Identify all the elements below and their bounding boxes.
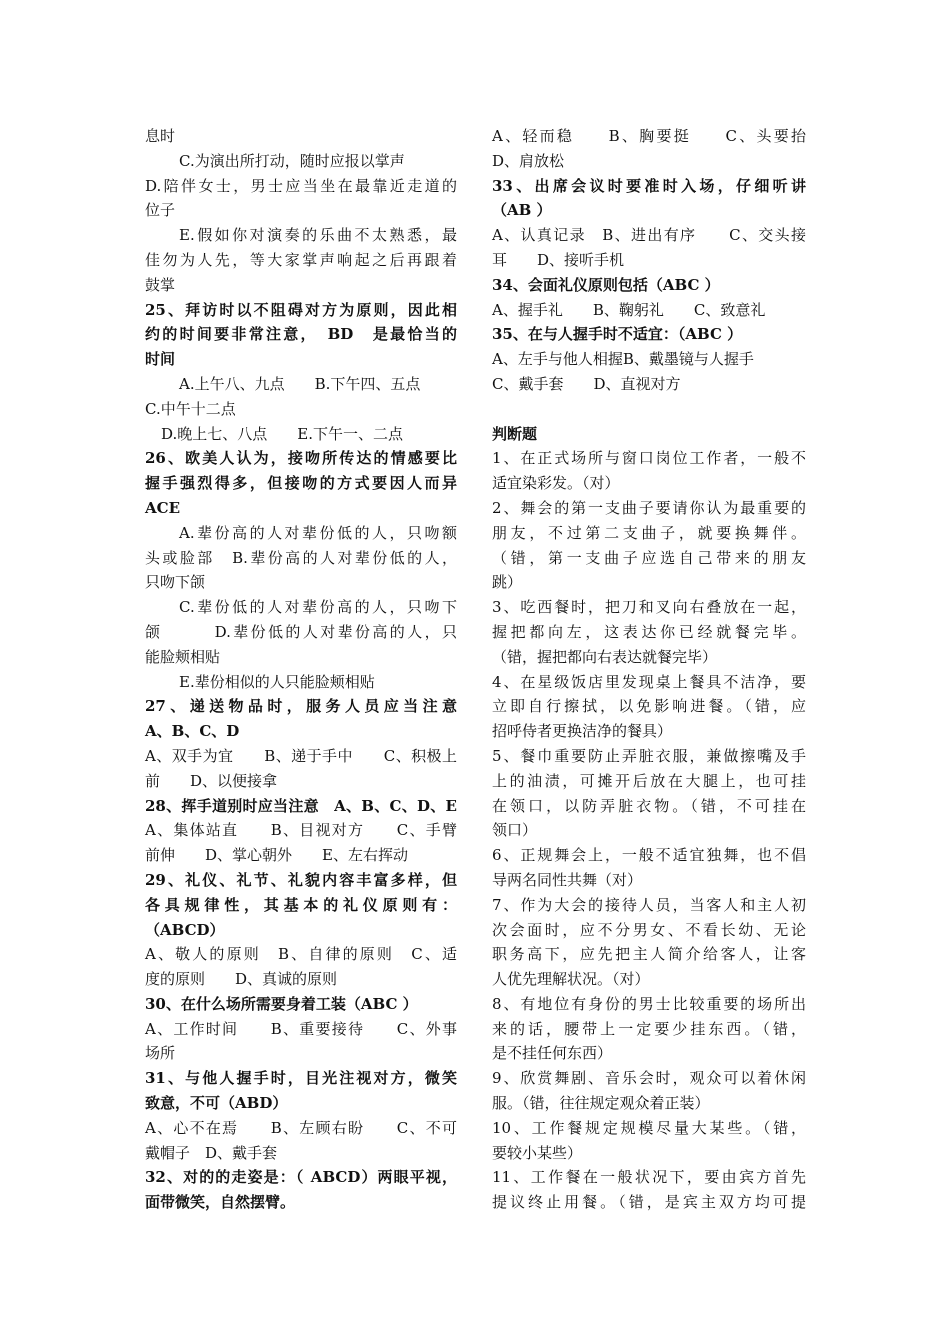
option-line: A、工作时间 B、重要接待 C、外事 — [145, 1019, 457, 1038]
question-line: 致意，不可（ABD） — [145, 1094, 288, 1113]
question-line: 面带微笑，自然摆臂。 — [145, 1193, 296, 1212]
text-line: 跳） — [492, 573, 523, 592]
text-line: 息时 — [145, 127, 176, 145]
text-line: 导两名同性共舞（对） — [492, 870, 643, 889]
option-line: A、双手为宜 B、递于手中 C、积极上 — [145, 746, 457, 765]
answer-text: （ABCD） — [145, 920, 225, 939]
option-line: C.中午十二点 — [145, 399, 236, 418]
text-line: 提议终止用餐。（错，是宾主双方均可提 — [492, 1193, 806, 1212]
judgment-item-6: 6、正规舞会上，一般不适宜独舞，也不倡 — [492, 846, 806, 865]
option-line: D.晚上七、八点 E.下午一、二点 — [161, 424, 403, 443]
section-heading: 判断题 — [492, 424, 538, 443]
text-line: 鼓掌 — [145, 275, 176, 294]
question-28: 28、挥手道别时应当注意 A、B、C、D、E — [145, 796, 457, 815]
answer-text: （AB ） — [492, 201, 552, 220]
text-line: 招呼侍者更换洁净的餐具） — [492, 722, 673, 741]
option-line: C.为演出所打动，随时应报以掌声 — [179, 151, 405, 170]
option-line: A、敬人的原则 B、自律的原则 C、适 — [145, 945, 457, 964]
question-32: 32、对的的走姿是：（ ABCD）两眼平视， — [145, 1168, 457, 1187]
option-line: D、肩放松 — [492, 151, 565, 170]
text-line: 领口） — [492, 821, 538, 840]
option-line: 只吻下颌 — [145, 573, 206, 592]
text-line: 来的话，腰带上一定要少挂东西。（错， — [492, 1019, 806, 1038]
answer-text: ACE — [145, 498, 181, 517]
question-29: 29、礼仪、礼节、礼貌内容丰富多样，但 — [145, 870, 457, 889]
judgment-item-7: 7、作为大会的接待人员，当客人和主人初 — [492, 895, 806, 914]
question-27: 27、递送物品时，服务人员应当注意 — [145, 697, 457, 716]
option-line: 前 D、以便接拿 — [145, 771, 278, 790]
option-line: 耳 D、接听手机 — [492, 250, 625, 269]
option-line: A、左手与他人相握B、戴墨镜与人握手 — [492, 350, 754, 369]
text-line: 佳勿为人先，等大家掌声响起之后再跟着 — [145, 250, 457, 269]
text-line: 朋友，不过第二支曲子，就要换舞伴。 — [492, 523, 806, 542]
text-line: 职务高下，应先把主人简介给客人，让客 — [492, 945, 806, 964]
judgment-item-9: 9、欣赏舞剧、音乐会时，观众可以着休闲 — [492, 1069, 806, 1088]
option-line: 场所 — [145, 1044, 176, 1063]
option-line: 戴帽子 D、戴手套 — [145, 1143, 278, 1162]
question-line: 各具规律性，其基本的礼仪原则有： — [145, 895, 457, 914]
question-line: 握手强烈得多，但接吻的方式要因人而异 — [145, 474, 457, 493]
judgment-item-11: 11、工作餐在一般状况下，要由宾方首先 — [492, 1168, 806, 1187]
question-25: 25、拜访时以不阻碍对方为原则，因此相 — [145, 300, 457, 319]
option-line: E.辈份相似的人只能脸颊相贴 — [179, 672, 375, 691]
question-31: 31、与他人握手时，目光注视对方，微笑 — [145, 1069, 457, 1088]
option-line: A、轻而稳 B、胸要挺 C、头要抬 — [492, 127, 806, 145]
option-line: D.陪伴女士，男士应当坐在最靠近走道的 — [145, 176, 457, 195]
text-line: 服。（错，往往规定观众着正装） — [492, 1094, 710, 1113]
text-line: 在领口，以防弄脏衣物。（错，不可挂在 — [492, 796, 806, 815]
text-line: （错，第一支曲子应选自己带来的朋友 — [492, 548, 806, 567]
option-line: C.辈份低的人对辈份高的人，只吻下 — [179, 598, 457, 617]
text-line: 要较小某些） — [492, 1143, 583, 1162]
question-line: 时间 — [145, 350, 176, 369]
judgment-item-5: 5、餐巾重要防止弄脏衣服，兼做擦嘴及手 — [492, 746, 806, 765]
text-line: 适宜染彩发。（对） — [492, 474, 620, 493]
question-line: 约的时间要非常注意， BD 是最恰当的 — [145, 325, 457, 344]
answer-text: A、B、C、D — [145, 722, 240, 741]
right-column — [492, 124, 806, 1215]
text-line: 人优先理解状况。（对） — [492, 970, 650, 989]
option-line: C、戴手套 D、直视对方 — [492, 374, 681, 393]
option-line: 头或脸部 B.辈份高的人对辈份低的人， — [145, 548, 457, 567]
judgment-item-4: 4、在星级饭店里发现桌上餐具不洁净，要 — [492, 672, 806, 691]
option-line: 度的原则 D、真诚的原则 — [145, 970, 338, 989]
question-33: 33、出席会议时要准时入场，仔细听讲 — [492, 176, 806, 195]
option-line: 颌 D.辈份低的人对辈份高的人，只 — [145, 622, 457, 641]
question-30: 30、在什么场所需要身着工装（ABC ） — [145, 994, 418, 1013]
judgment-item-1: 1、在正式场所与窗口岗位工作者，一般不 — [492, 449, 806, 468]
option-line: A、认真记录 B、进出有序 C、交头接 — [492, 226, 806, 245]
judgment-item-8: 8、有地位有身份的男士比较重要的场所出 — [492, 994, 806, 1013]
option-line: A、集体站直 B、目视对方 C、手臂 — [145, 821, 457, 840]
left-column — [145, 124, 457, 1215]
judgment-item-3: 3、吃西餐时，把刀和叉向右叠放在一起， — [492, 598, 806, 617]
text-line: 上的油渍，可摊开后放在大腿上，也可挂 — [492, 771, 806, 790]
option-line: 前伸 D、掌心朝外 E、左右挥动 — [145, 846, 408, 865]
question-34: 34、会面礼仪原则包括（ABC ） — [492, 275, 720, 294]
option-line: A、握手礼 B、鞠躬礼 C、致意礼 — [492, 300, 766, 319]
text-line: （错，握把都向右表达就餐完毕） — [492, 647, 718, 666]
question-26: 26、欧美人认为，接吻所传达的情感要比 — [145, 449, 457, 468]
option-line: E.假如你对演奏的乐曲不太熟悉，最 — [179, 226, 457, 245]
question-35: 35、在与人握手时不适宜：（ABC ） — [492, 325, 743, 344]
option-line: 能脸颊相贴 — [145, 647, 221, 666]
text-line: 是不挂任何东西） — [492, 1044, 613, 1063]
text-line: 握把都向左，这表达你已经就餐完毕。 — [492, 622, 806, 641]
text-line: 次会面时，应不分男女、不看长幼、无论 — [492, 920, 806, 939]
option-line: A.上午八、九点 B.下午四、五点 — [179, 374, 421, 393]
text-line: 立即自行擦拭，以免影响进餐。（错，应 — [492, 697, 806, 716]
judgment-item-2: 2、舞会的第一支曲子要请你认为最重要的 — [492, 498, 806, 517]
judgment-item-10: 10、工作餐规定规模尽量大某些。（错， — [492, 1118, 806, 1137]
text-line: 位子 — [145, 201, 176, 220]
blank-line — [492, 397, 806, 422]
option-line: A.辈份高的人对辈份低的人，只吻额 — [179, 523, 457, 542]
option-line: A、心不在焉 B、左顾右盼 C、不可 — [145, 1118, 457, 1137]
